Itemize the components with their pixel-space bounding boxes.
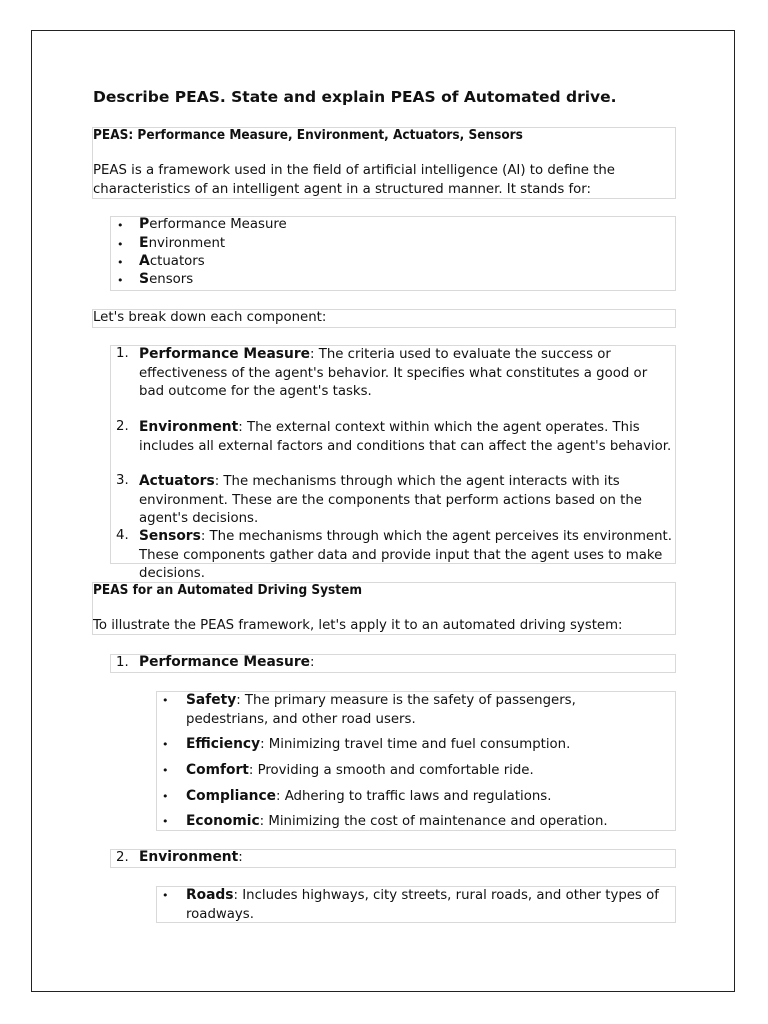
pm-item: [186, 691, 662, 729]
pm-colon: :: [310, 655, 315, 670]
pm-item-desc: : Minimizing travel time and fuel consumption.: [260, 737, 571, 752]
component-item: [139, 345, 675, 402]
intro-paragraph: PEAS is a framework used in the field of artificial intelligence (AI) to define the characteristics of an intelligent agent in a structured manner. It stands for:: [93, 163, 615, 197]
bullet: •: [162, 790, 169, 803]
env-item-term: Roads: [186, 887, 234, 903]
pm-heading: [139, 654, 314, 670]
auto-paragraph: To illustrate the PEAS framework, let's apply it to an automated driving system:: [93, 618, 623, 633]
page-title: Describe PEAS. State and explain PEAS of Automated drive.: [93, 88, 617, 106]
component-desc: : The criteria used to evaluate the success or effectiveness of the agent's behavior. It specifies what constitutes a good or bad outcome for the agent's tasks.: [139, 347, 648, 399]
acronym-rest: ensors: [149, 272, 194, 287]
component-term: Environment: [139, 419, 239, 435]
acronym-item: [139, 216, 287, 232]
pm-item: [186, 761, 662, 781]
bullet: •: [162, 815, 169, 828]
component-item: [139, 472, 675, 529]
pm-item-term: Safety: [186, 692, 237, 708]
list-number: 4.: [116, 528, 129, 543]
component-term: Performance Measure: [139, 346, 310, 362]
list-number: 2.: [116, 850, 129, 865]
pm-item-term: Economic: [186, 813, 260, 829]
acronym-rest: ctuators: [149, 254, 205, 269]
acronym-letter: P: [139, 216, 150, 232]
pm-item-desc: : Providing a smooth and comfortable ride.: [248, 763, 534, 778]
intro-heading: PEAS: Performance Measure, Environment, Actuators, Sensors: [93, 127, 523, 143]
component-desc: : The external context within which the agent operates. This includes all external factors and conditions that can affect the agent's behavior.: [139, 420, 672, 454]
env-colon: :: [238, 850, 243, 865]
bullet: •: [117, 274, 124, 287]
pm-item-desc: : The primary measure is the safety of passengers, pedestrians, and other road users.: [186, 693, 576, 727]
bullet: •: [162, 738, 169, 751]
component-item: [139, 527, 675, 584]
auto-heading: PEAS for an Automated Driving System: [93, 582, 362, 598]
acronym-item: [139, 271, 193, 287]
list-number: 2.: [116, 419, 129, 434]
component-desc: : The mechanisms through which the agent interacts with its environment. These are the components that perform actions based on the agent's decisions.: [139, 474, 642, 526]
bullet: •: [162, 764, 169, 777]
pm-item-term: Efficiency: [186, 736, 261, 752]
acronym-rest: nvironment: [148, 236, 226, 251]
pm-item: [186, 787, 662, 807]
list-number: 1.: [116, 655, 129, 670]
env-item-desc: : Includes highways, city streets, rural roads, and other types of roadways.: [186, 888, 659, 922]
list-number: 1.: [116, 346, 129, 361]
pm-term: Performance Measure: [139, 654, 310, 670]
pm-item-desc: : Minimizing the cost of maintenance and operation.: [259, 814, 608, 829]
bullet: •: [117, 219, 124, 232]
pm-item-desc: : Adhering to traffic laws and regulations.: [275, 789, 552, 804]
acronym-letter: A: [139, 253, 150, 269]
pm-item: [186, 812, 662, 832]
acronym-item: [139, 253, 205, 269]
env-item: [186, 886, 662, 924]
bullet: •: [117, 238, 124, 251]
bullet: •: [162, 889, 169, 902]
pm-item-term: Compliance: [186, 788, 276, 804]
env-term: Environment: [139, 849, 239, 865]
bullet: •: [162, 694, 169, 707]
pm-item: [186, 735, 662, 755]
list-number: 3.: [116, 473, 129, 488]
component-item: [139, 418, 675, 456]
component-term: Actuators: [139, 473, 215, 489]
bullet: •: [117, 256, 124, 269]
acronym-rest: erformance Measure: [149, 217, 287, 232]
env-heading: [139, 849, 243, 865]
component-term: Sensors: [139, 528, 201, 544]
component-desc: : The mechanisms through which the agent perceives its environment. These components gather data and provide input that the agent uses to make decisions.: [139, 529, 672, 581]
acronym-item: [139, 235, 225, 251]
acronym-letter: S: [139, 271, 150, 287]
breakdown-intro: Let's break down each component:: [93, 310, 327, 325]
pm-item-term: Comfort: [186, 762, 249, 778]
acronym-letter: E: [139, 235, 149, 251]
